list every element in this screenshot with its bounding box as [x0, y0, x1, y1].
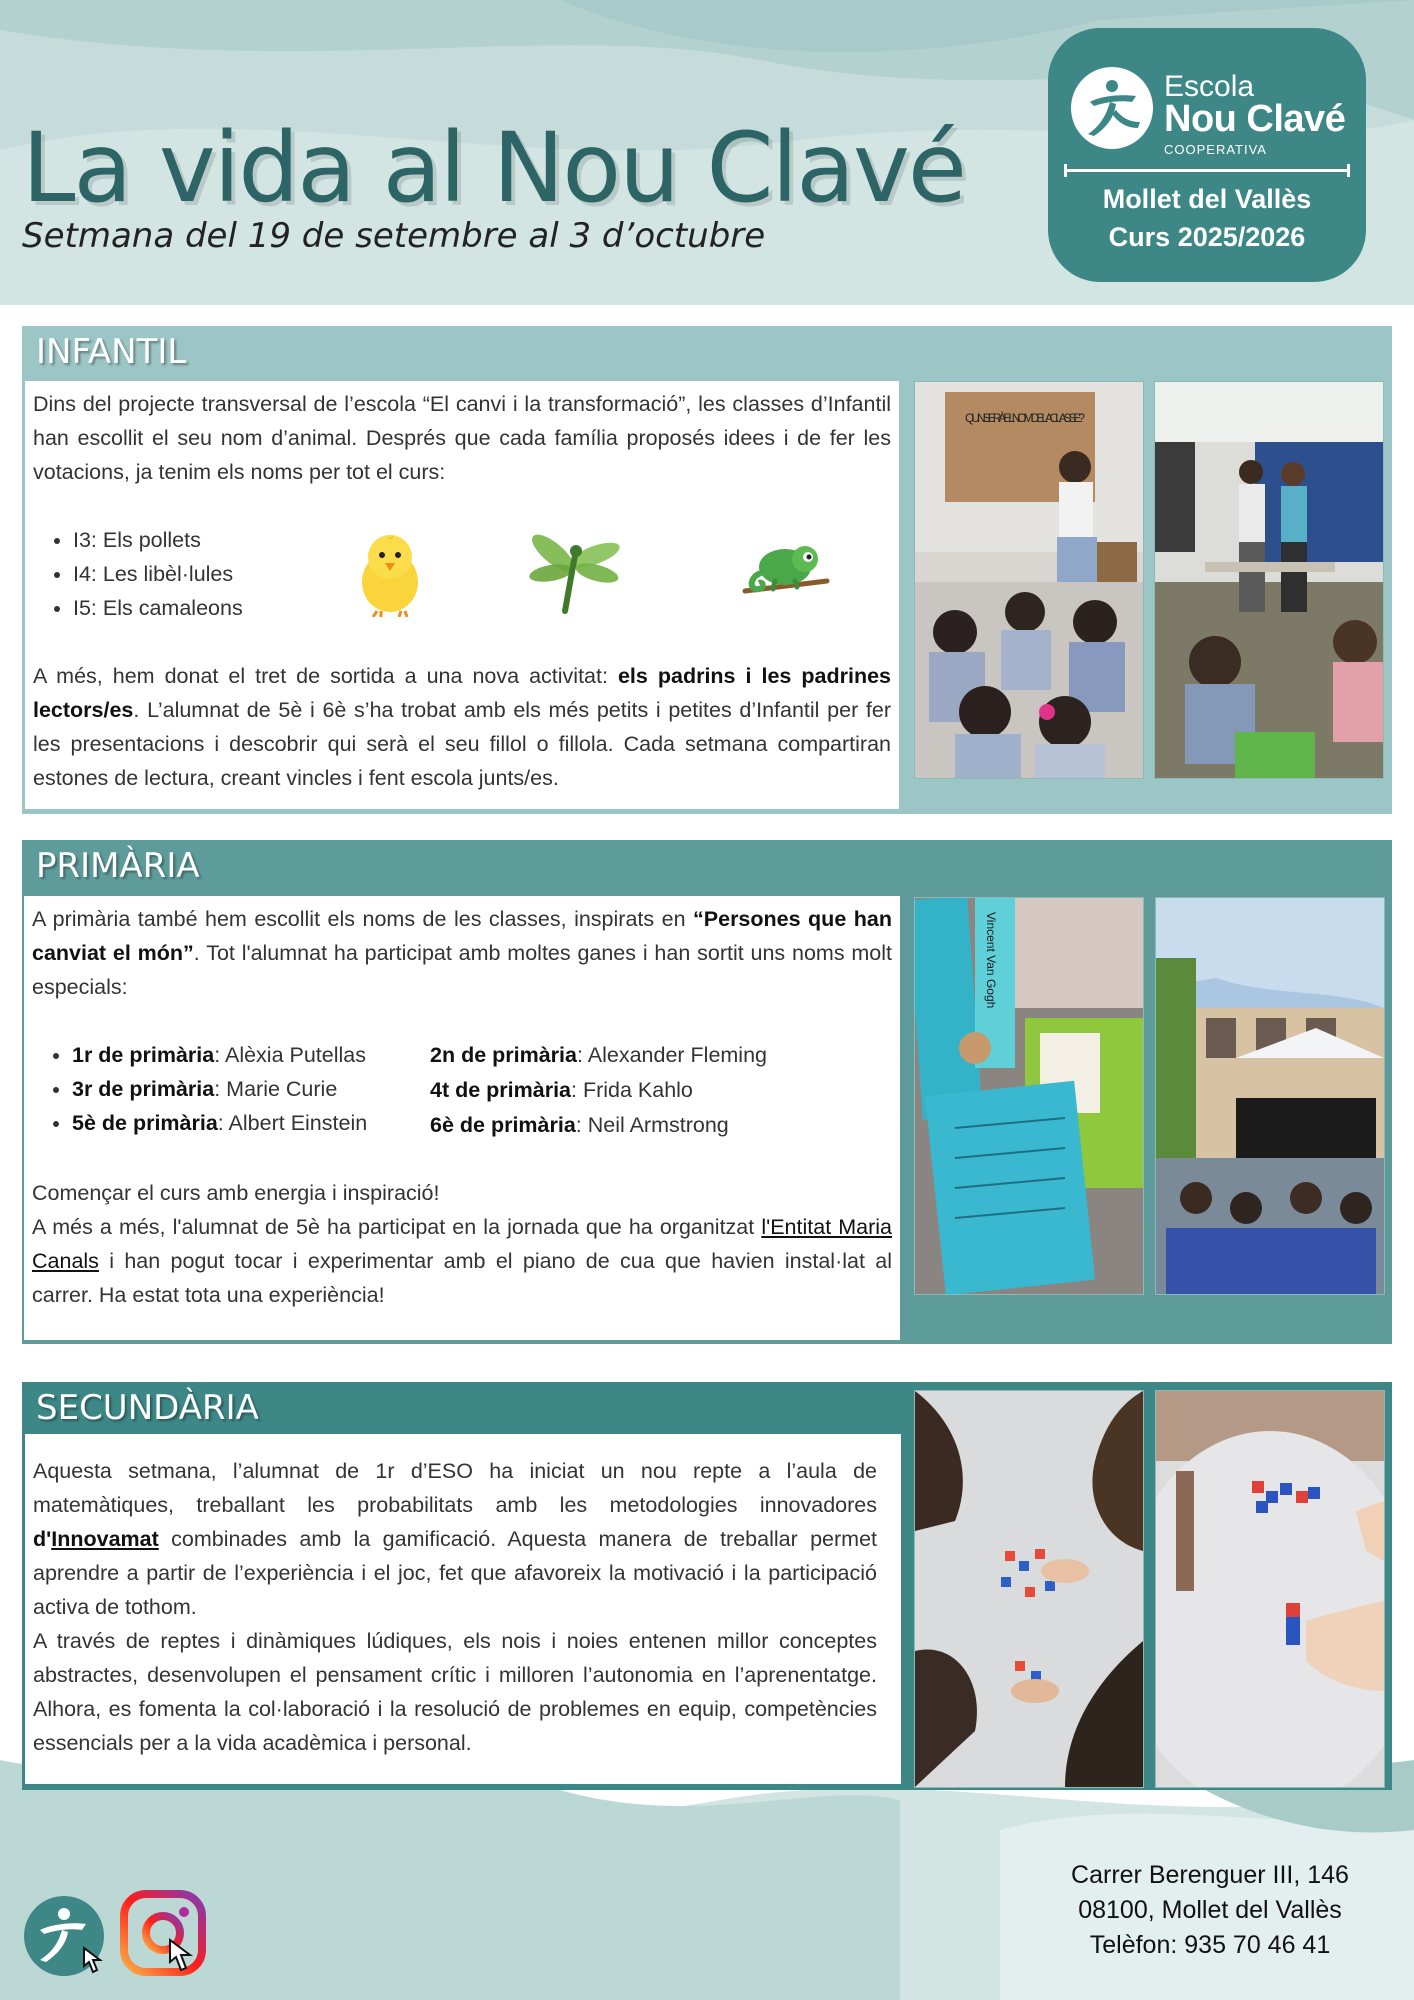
- secundaria-photo-1: [914, 1390, 1144, 1788]
- logo-name-text: Nou Clavé: [1164, 98, 1346, 140]
- primaria-class-list: [32, 1038, 892, 1142]
- school-logo-icon: [1070, 66, 1154, 150]
- chick-icon: [355, 527, 425, 617]
- text-run: Aquesta setmana, l’alumnat de 1r d’ESO ha iniciat un nou repte a l’aula de matemàtiques, treballant les probabilitats amb les metodologies innovadores: [33, 1459, 877, 1517]
- maria-canals-link[interactable]: l'Entitat Maria Canals: [32, 1215, 892, 1273]
- text-run: : Alexander Fleming: [576, 1043, 767, 1067]
- list-item: [72, 1038, 472, 1072]
- secundaria-photo-2: [1155, 1390, 1385, 1788]
- text-run: i han pogut tocar i experimentar amb el piano de cua que havien instal·lat al carrer. Ha estat tota una experiència!: [32, 1249, 892, 1307]
- primaria-heading: PRIMÀRIA: [36, 846, 200, 886]
- list-item: [72, 1072, 472, 1106]
- school-logo-box: [1048, 28, 1366, 282]
- secundaria-heading: SECUNDÀRIA: [36, 1388, 259, 1428]
- section-heading-primaria: [22, 840, 1392, 890]
- infantil-intro: Dins del projecte transversal de l’escola “El canvi i la transformació”, les classes d’Infantil han escollit el seu nom d’animal. Després que cada família proposés idees i de fer les votacions, ja tenim els noms per tot el curs:: [33, 392, 891, 484]
- infantil-photo-2: [1154, 381, 1384, 779]
- chameleon-icon: [741, 533, 831, 603]
- logo-escola-text: Escola: [1164, 70, 1255, 103]
- primaria-photo-2: [1155, 897, 1385, 1295]
- secundaria-paragraph-2: A través de reptes i dinàmiques lúdiques, els nois i noies entenen millor conceptes abstractes, desenvolupen el pensament crític i milloren l’autonomia en l’aprenentatge. Alhora, es fomenta la col·laboració i la resolució de problemes en equip, competències essencials per a la vida acadèmica i personal.: [33, 1629, 877, 1755]
- infantil-photo-1: [914, 381, 1144, 779]
- page-subtitle: Setmana del 19 de setembre al 3 d’octubre: [22, 216, 766, 256]
- text-run: A primària també hem escollit els noms de les classes, inspirats en: [32, 907, 694, 931]
- bold-text: 1r de primària: [72, 1043, 215, 1067]
- text-run: A més a més, l'alumnat de 5è ha participat en la jornada que ha organitzat: [32, 1215, 762, 1239]
- text-run: : Albert Einstein: [217, 1111, 368, 1135]
- innovamat-link[interactable]: Innovamat: [51, 1527, 159, 1551]
- text-run: . L’alumnat de 5è i 6è s’ha trobat amb els més petits i petites d’Infantil per fer les presentacions i descobrir qui serà el seu fillol o fillola. Cada setmana compartiran estones de lectura, creant vincles i fent escola junts/es.: [33, 698, 891, 790]
- primaria-textbox: [24, 896, 900, 1340]
- logo-school-year: Curs 2025/2026: [1108, 222, 1306, 252]
- text-run: : Frida Kahlo: [571, 1078, 693, 1102]
- infantil-paragraph-2: [33, 659, 891, 795]
- dragonfly-icon: [525, 525, 625, 615]
- bold-text: els padrins i les padrines lectors/es: [33, 664, 891, 722]
- section-secundaria: [22, 1382, 1392, 1790]
- primaria-intro: [32, 902, 892, 1004]
- section-primaria: [22, 840, 1392, 1344]
- instagram-link-icon[interactable]: [120, 1890, 210, 1980]
- section-heading-secundaria: [22, 1382, 902, 1432]
- bold-text: 3r de primària: [72, 1077, 215, 1101]
- infantil-textbox: [25, 381, 899, 809]
- footer-contact: [1040, 1858, 1380, 1963]
- list-item: [430, 1108, 890, 1143]
- list-item: [72, 1106, 472, 1140]
- text-run: : Neil Armstrong: [575, 1113, 729, 1137]
- footer-address-2: 08100, Mollet del Vallès: [1078, 1896, 1342, 1924]
- section-heading-infantil: [22, 326, 1392, 376]
- logo-city: Mollet del Vallès: [1102, 184, 1312, 214]
- list-item: [430, 1073, 890, 1108]
- text-run: : Marie Curie: [214, 1077, 338, 1101]
- list-item: • I3: Els pollets: [73, 523, 891, 557]
- secundaria-textbox: [25, 1434, 901, 1784]
- primaria-paragraph-2: [32, 1210, 892, 1312]
- logo-divider: [1064, 169, 1350, 172]
- bold-text: 5è de primària: [72, 1111, 218, 1135]
- footer-phone: Telèfon: 935 70 46 41: [1089, 1931, 1331, 1959]
- bold-text: 4t de primària: [430, 1078, 571, 1102]
- infantil-heading: INFANTIL: [36, 332, 187, 372]
- list-item: [430, 1038, 890, 1073]
- bold-text: “Persones que han canviat el món”: [32, 907, 892, 965]
- photo-sign-text: QUIN SERÀ EL NOM DE LA CLASSE?: [965, 411, 1085, 425]
- bold-text: 2n de primària: [430, 1043, 577, 1067]
- logo-coop-text: COOPERATIVA: [1164, 142, 1267, 157]
- text-run: A més, hem donat el tret de sortida a una nova activitat:: [33, 664, 618, 688]
- secundaria-paragraph-1: [33, 1454, 877, 1624]
- school-link-icon[interactable]: [22, 1892, 112, 1982]
- text-run: d': [33, 1527, 52, 1551]
- list-item: • I5: Els camaleons: [73, 591, 891, 625]
- section-infantil: [22, 326, 1392, 814]
- text-run: : Alèxia Putellas: [214, 1043, 366, 1067]
- primaria-line-1: Començar el curs amb energia i inspiració!: [32, 1181, 440, 1205]
- primaria-photo-1: [914, 897, 1144, 1295]
- list-item: • I4: Les libèl·lules: [73, 557, 891, 591]
- photo-label-text: Vincent Van Gogh: [984, 912, 998, 1009]
- text-run: combinades amb la gamificació. Aquesta manera de treballar permet aprendre a partir de l’experiència i el joc, fet que afavoreix la motivació i la participació activa de tothom.: [33, 1527, 877, 1619]
- bold-text: 6è de primària: [430, 1113, 576, 1137]
- page-title: La vida al Nou Clavé: [22, 112, 965, 224]
- footer-address-1: Carrer Berenguer III, 146: [1071, 1861, 1349, 1889]
- text-run: . Tot l'alumnat ha participat amb moltes ganes i han sortit uns noms molt especials:: [32, 941, 893, 999]
